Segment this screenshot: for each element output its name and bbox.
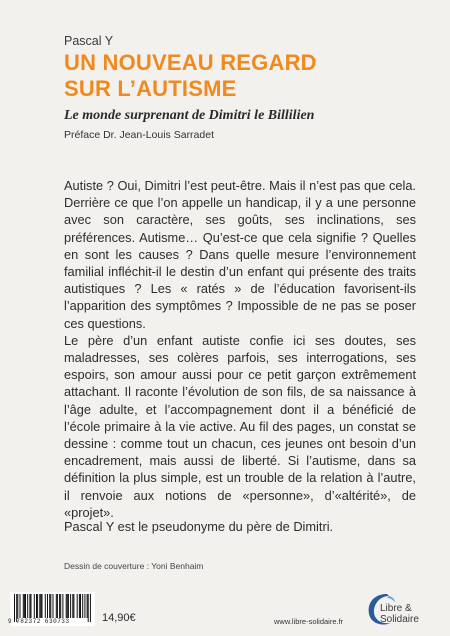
- author-note: Pascal Y est le pseudonyme du père de Dimitri.: [64, 519, 334, 534]
- book-title-line1: UN NOUVEAU REGARD: [64, 50, 317, 75]
- blurb: [64, 177, 416, 521]
- barcode-digits: 9 782372 630733: [8, 618, 70, 625]
- author-name: Pascal Y: [64, 34, 114, 48]
- publisher-logo-text: Libre & Solidaire: [380, 603, 419, 625]
- blurb-paragraph-1: Autiste ? Oui, Dimitri l’est peut-être. Mais il n’est pas que cela. Derrière ce que l’on appelle un handicap, il y a une personne avec son caractère, ses goûts, ses inclinations, ses préférences. Autisme… Qu’est-ce que cela signifie ? Quelles en sont les causes ? Dans quelle mesure l’environnement familial infléchit-il le destin d’un enfant qui présente des traits autistiques ? Les « ratés » de l’éducation favorisent-ils l’apparition des symptômes ? Impossible de ne pas se poser ces questions.: [64, 178, 416, 331]
- publisher-website: www.libre-solidaire.fr: [274, 617, 344, 626]
- cover-credit: Dessin de couverture : Yoni Benhaim: [64, 561, 204, 571]
- preface-credit: Préface Dr. Jean-Louis Sarradet: [64, 129, 214, 141]
- blurb-paragraph-2: Le père d’un enfant autiste confie ici ses doutes, ses maladresses, ses colères parfois, ses interrogations, ses espoirs, son amour aussi pour ce petit garçon extrêmement attachant. Il raconte l’évolution de son fils, de sa naissance à l’âge adulte, et l’accompagnement dont il a bénéficié de l’école primaire à la vie active. Au fil des pages, un constat se dessine : comme tout un chacun, ces jeunes ont besoin d’un encadrement, mais aussi de liberté. Si l’autisme, dans sa définition la plus simple, est un trouble de la relation à l’autre, il renvoie aux notions de «personne», d’«altérité», de «projet».: [64, 332, 416, 520]
- book-title-line2: SUR L’AUTISME: [64, 76, 237, 101]
- price: 14,90€: [102, 612, 136, 624]
- book-subtitle: Le monde surprenant de Dimitri le Billilien: [64, 108, 315, 123]
